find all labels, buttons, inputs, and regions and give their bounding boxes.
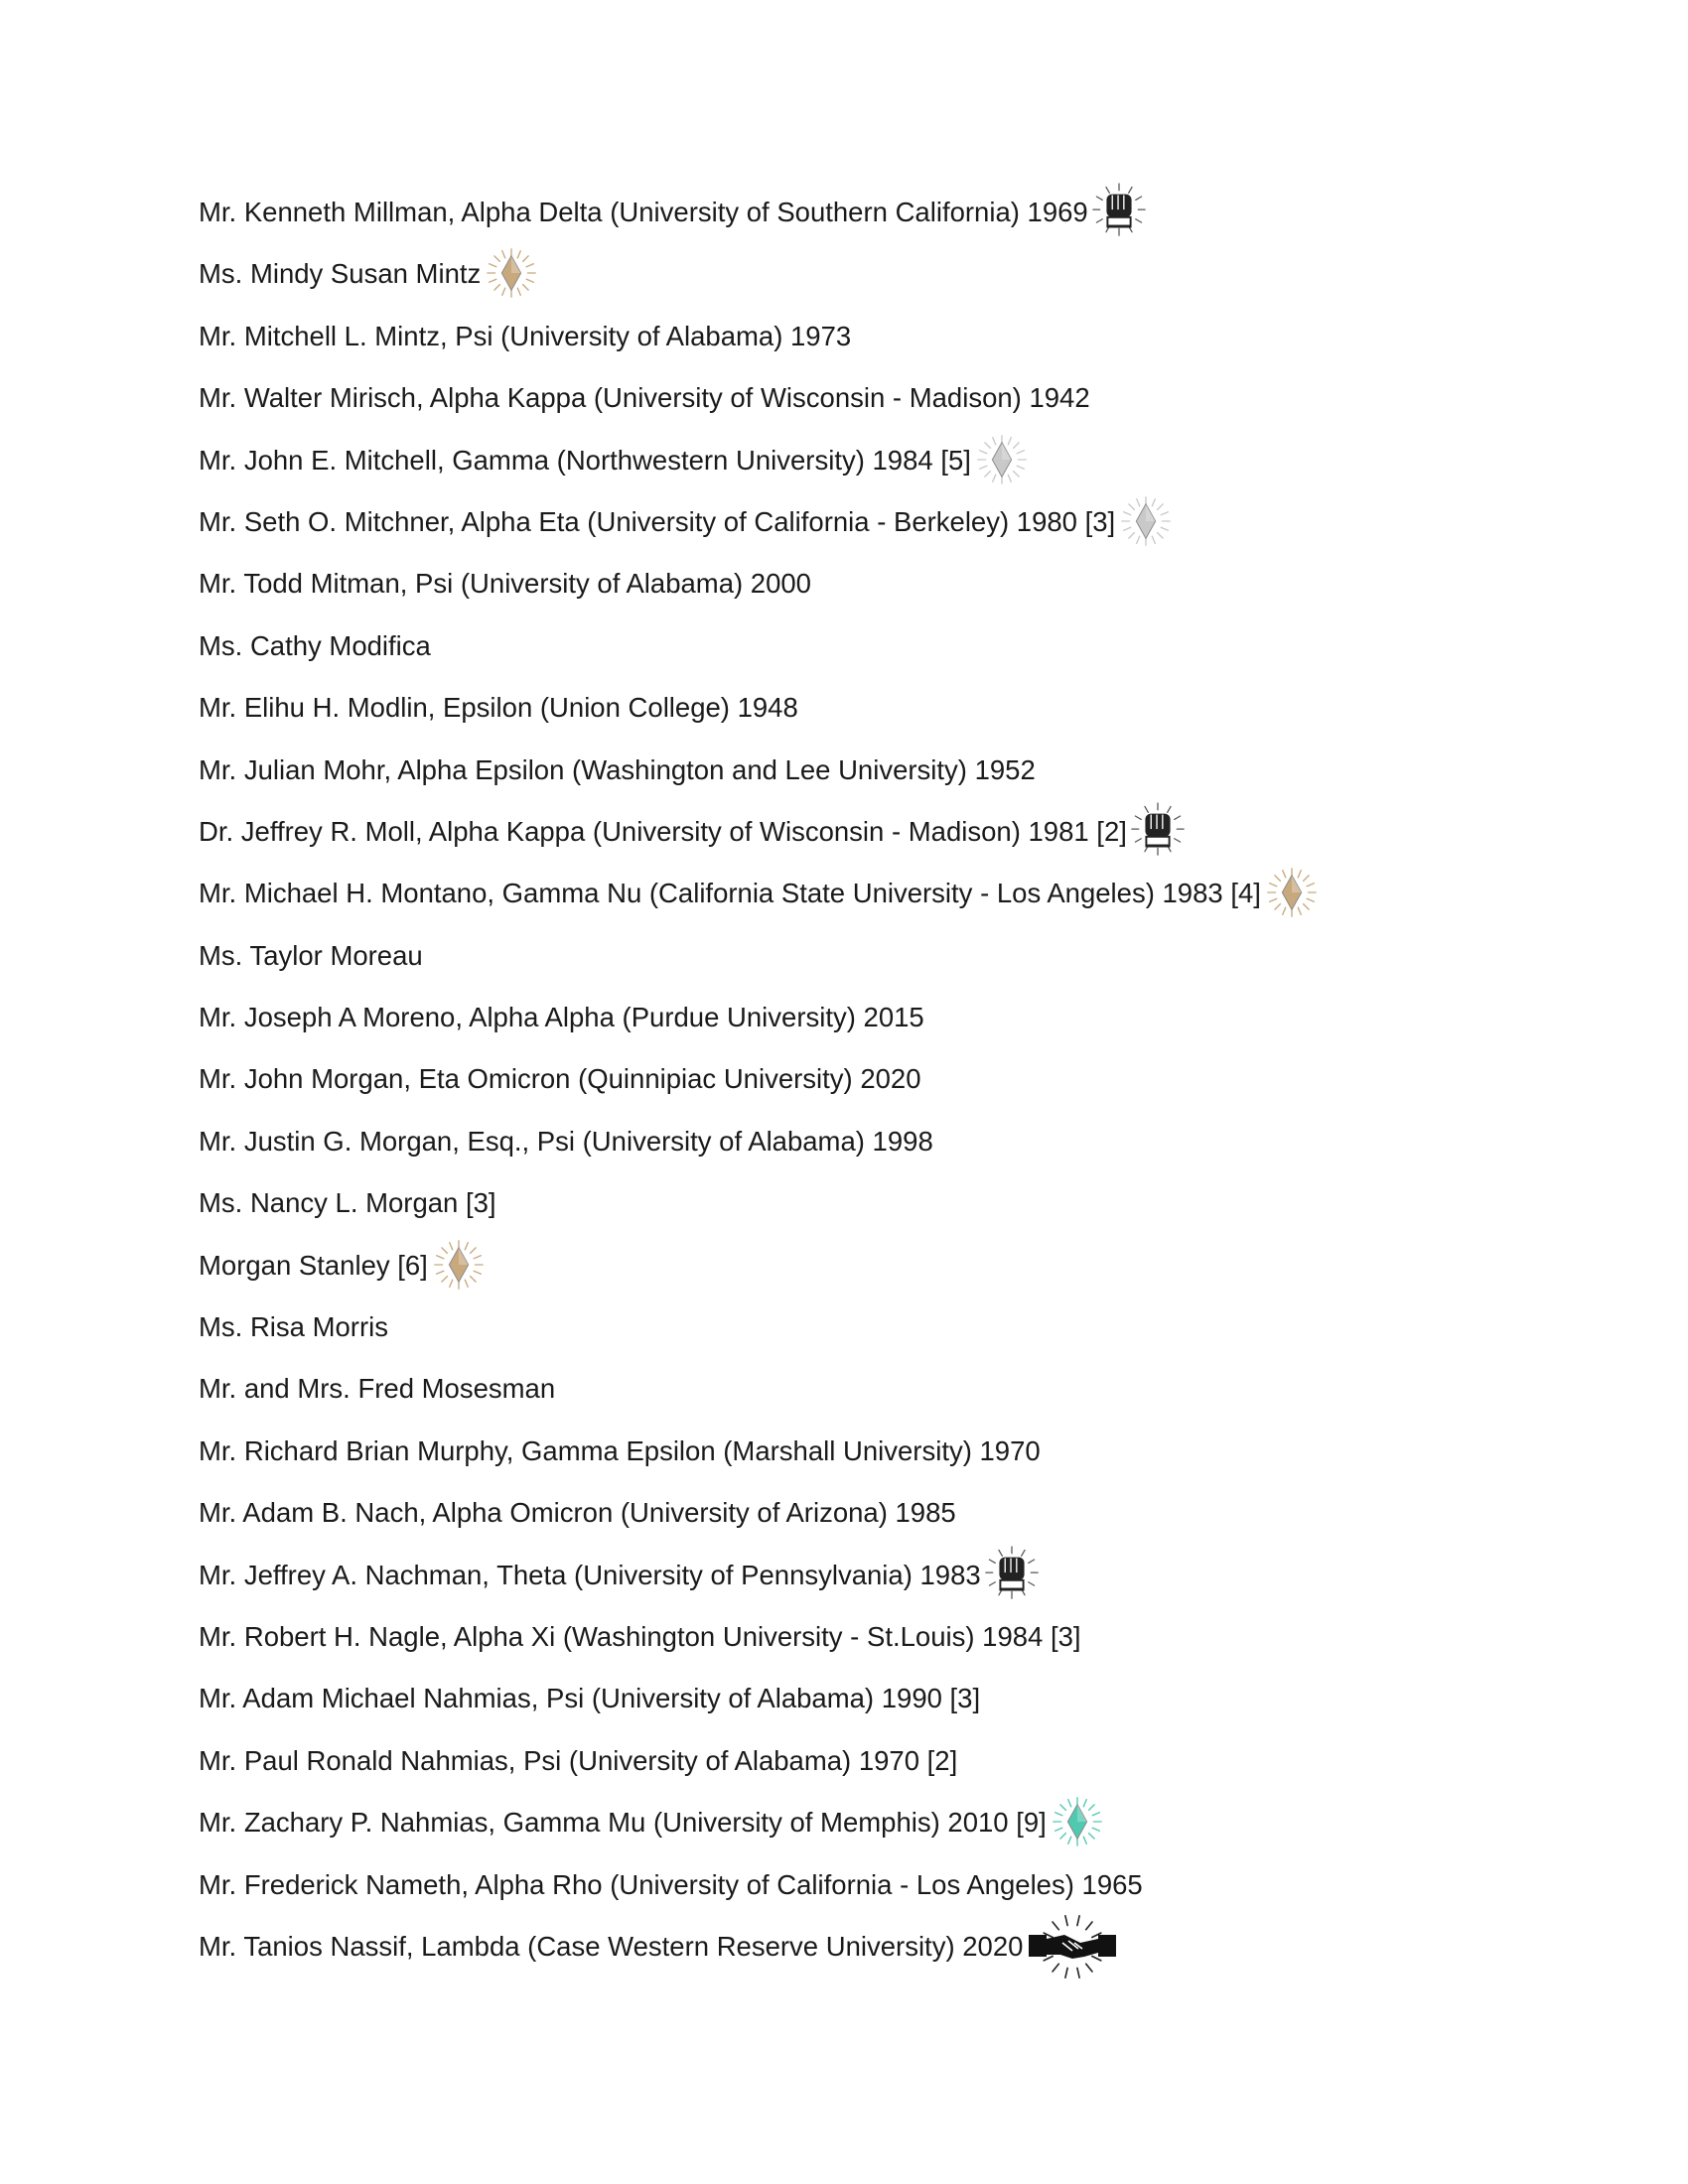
donor-name: Mr. John Morgan, Eta Omicron (Quinnipiac University) 2020 <box>199 1063 921 1095</box>
gold-diamond-icon <box>1263 864 1321 921</box>
list-item <box>199 562 1589 623</box>
silver-diamond-icon <box>1117 492 1175 550</box>
donor-name: Ms. Taylor Moreau <box>199 939 423 971</box>
donor-name: Mr. Robert H. Nagle, Alpha Xi (Washington University - St.Louis) 1984 [3] <box>199 1620 1081 1652</box>
donor-name: Mr. Adam Michael Nahmias, Psi (University of Alabama) 1990 [3] <box>199 1683 981 1714</box>
list-item <box>199 1491 1589 1553</box>
donor-name: Mr. Seth O. Mitchner, Alpha Eta (University of California - Berkeley) 1980 [3] <box>199 505 1116 537</box>
list-item <box>199 1801 1589 1862</box>
donor-name: Mr. Julian Mohr, Alpha Epsilon (Washington and Lee University) 1952 <box>199 753 1036 785</box>
silver-diamond-icon <box>973 431 1031 488</box>
donor-name: Mr. Todd Mitman, Psi (University of Alabama) 2000 <box>199 568 811 600</box>
donor-name: Mr. Kenneth Millman, Alpha Delta (University of Southern California) 1969 <box>199 197 1088 227</box>
donor-name: Mr. Tanios Nassif, Lambda (Case Western Reserve University) 2020 <box>199 1930 1024 1962</box>
donor-name: Mr. and Mrs. Fred Mosesman <box>199 1373 556 1405</box>
donor-name: Ms. Cathy Modifica <box>199 629 431 661</box>
handshake-icon <box>1025 1913 1120 1982</box>
donor-name: Mr. Richard Brian Murphy, Gamma Epsilon (Marshall University) 1970 <box>199 1434 1041 1466</box>
list-item <box>199 1367 1589 1429</box>
donor-name: Mr. Walter Mirisch, Alpha Kappa (University of Wisconsin - Madison) 1942 <box>199 382 1090 414</box>
list-item <box>199 500 1589 562</box>
list-item <box>199 1244 1589 1305</box>
fist-icon <box>983 1546 1041 1603</box>
gold-diamond-icon <box>483 244 540 302</box>
donor-name: Mr. Elihu H. Modlin, Epsilon (Union College) 1948 <box>199 692 798 724</box>
donor-name: Mr. Paul Ronald Nahmias, Psi (University of Alabama) 1970 [2] <box>199 1744 958 1776</box>
list-item <box>199 1305 1589 1367</box>
donor-name: Mr. Adam B. Nach, Alpha Omicron (University of Arizona) 1985 <box>199 1497 956 1529</box>
list-item <box>199 624 1589 686</box>
gold-diamond-icon <box>430 1236 488 1294</box>
donor-name: Mr. Zachary P. Nahmias, Gamma Mu (University of Memphis) 2010 [9] <box>199 1807 1047 1839</box>
donor-name: Mr. Joseph A Moreno, Alpha Alpha (Purdue University) 2015 <box>199 1002 924 1033</box>
list-item <box>199 315 1589 376</box>
donor-name: Morgan Stanley [6] <box>199 1249 428 1281</box>
list-item <box>199 439 1589 500</box>
donor-name: Ms. Risa Morris <box>199 1311 388 1343</box>
list-item <box>199 1181 1589 1243</box>
donor-list <box>199 191 1589 1986</box>
list-item <box>199 996 1589 1057</box>
fist-icon <box>1090 183 1148 240</box>
donor-name: Dr. Jeffrey R. Moll, Alpha Kappa (University of Wisconsin - Madison) 1981 [2] <box>199 815 1127 847</box>
donor-name: Mr. John E. Mitchell, Gamma (Northwestern University) 1984 [5] <box>199 444 971 476</box>
list-item <box>199 1120 1589 1181</box>
donor-name: Ms. Nancy L. Morgan [3] <box>199 1187 496 1219</box>
list-item <box>199 810 1589 872</box>
list-item <box>199 1615 1589 1677</box>
donor-name: Mr. Frederick Nameth, Alpha Rho (University of California - Los Angeles) 1965 <box>199 1868 1143 1900</box>
donor-name: Mr. Mitchell L. Mintz, Psi (University of Alabama) 1973 <box>199 320 852 351</box>
list-item <box>199 1925 1589 1986</box>
list-item <box>199 934 1589 996</box>
list-item <box>199 872 1589 933</box>
teal-diamond-icon <box>1049 1793 1106 1850</box>
list-item <box>199 1677 1589 1738</box>
donor-name: Mr. Michael H. Montano, Gamma Nu (California State University - Los Angeles) 1983 [4] <box>199 878 1261 909</box>
list-item <box>199 686 1589 748</box>
list-item <box>199 1863 1589 1925</box>
list-item <box>199 1739 1589 1801</box>
list-item <box>199 252 1589 314</box>
list-item <box>199 1430 1589 1491</box>
list-item <box>199 376 1589 438</box>
list-item <box>199 191 1589 252</box>
fist-icon <box>1129 802 1187 860</box>
list-item <box>199 1057 1589 1119</box>
donor-name: Mr. Jeffrey A. Nachman, Theta (University of Pennsylvania) 1983 <box>199 1559 981 1590</box>
donor-name: Mr. Justin G. Morgan, Esq., Psi (University of Alabama) 1998 <box>199 1125 933 1157</box>
list-item <box>199 1554 1589 1615</box>
donor-name: Ms. Mindy Susan Mintz <box>199 258 482 290</box>
list-item <box>199 749 1589 810</box>
